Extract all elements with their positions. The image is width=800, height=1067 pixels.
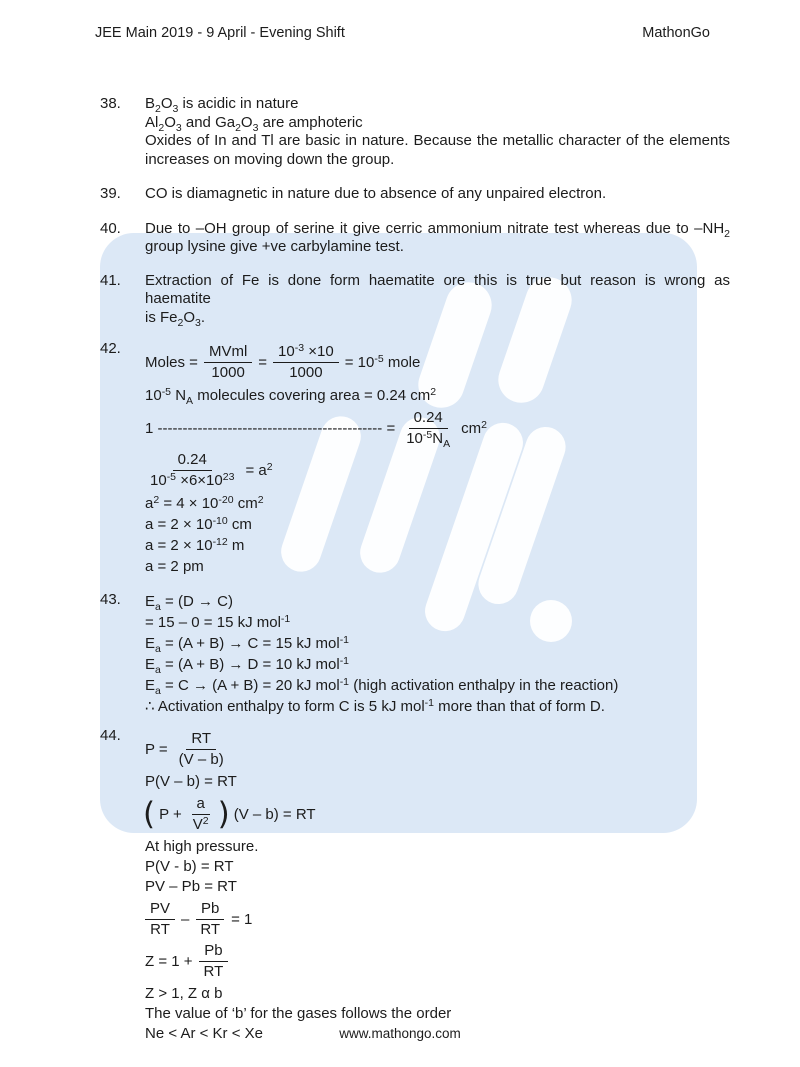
fraction [145, 900, 175, 939]
fraction-numerator: Pb [196, 900, 224, 920]
formula-moles [145, 343, 730, 382]
formula-ideal-gas [145, 730, 730, 769]
formula-area [145, 451, 730, 490]
formula-text: P = [145, 741, 168, 758]
formula-line: $E_a = C \to (A + B) = 20$ kJ mol$^{-1}$ (high activation enthalpy in the reaction) [145, 676, 619, 697]
formula-line: ∴ Activation enthalpy to form C is 5 kJ mol$^{-1}$ more than that of form D. [145, 697, 605, 715]
solutions-content [0, 95, 800, 1044]
footer [0, 1026, 800, 1041]
header-title: JEE Main 2019 - 9 April - Evening Shift [95, 25, 345, 41]
formula-text: P + [159, 806, 182, 823]
formula-line: Ne < Ar < Kr < Xe [145, 1025, 263, 1042]
formula-line: $10^{-5}$ $N_A$ molecules covering area = 0.24 $cm^2$ [145, 386, 437, 407]
formula-text: 1 --------------------------------------------- = [145, 420, 396, 437]
question-44 [100, 727, 730, 1044]
fraction-numerator: 0.24 [173, 451, 212, 471]
fraction-denominator: RT [150, 921, 170, 938]
fraction [188, 795, 214, 834]
formula-line: = 15 – 0 = 15 kJ mol$^{-1}$ [145, 613, 291, 631]
fraction-denominator: (V – b) [178, 751, 224, 768]
formula-coverage [145, 409, 730, 448]
formula-line: $a = 2 \times 10^{-10}$ cm [145, 515, 252, 533]
formula-line: P(V - b) = RT [145, 858, 234, 875]
fraction-numerator: 0.24 [409, 409, 448, 429]
big-paren-close: ) [217, 795, 230, 832]
question-line: Due to –OH group of serine it give cerric ammonium nitrate test whereas due to $-NH_2$ [145, 219, 730, 240]
footer-url: www.mathongo.com [339, 1026, 461, 1041]
question-38 [100, 95, 730, 169]
formula-line: $E_a = (A + B) \to D = 10$ kJ mol$^{-1}$ [145, 655, 350, 676]
question-line: is $Fe_2O_3$. [145, 308, 206, 329]
fraction-numerator: RT [186, 730, 216, 750]
formula-line: Z > 1, Z α b [145, 985, 223, 1002]
formula-z-derivation [145, 900, 730, 939]
formula-text: = $10^{-5}$ mole [344, 353, 421, 371]
question-line: Oxides of In and Tl are basic in nature. Because the metallic character of the elements [145, 132, 730, 149]
formula-text: Moles = [145, 354, 198, 371]
fraction-denominator: RT [200, 921, 221, 938]
question-line: $B_2O_3$ is acidic in nature [145, 95, 299, 115]
formula-text: Z = 1 + [145, 953, 193, 970]
fraction-numerator: a [192, 795, 210, 815]
formula-text: – [181, 911, 190, 928]
question-number: 41. [100, 271, 121, 289]
formula-line: P(V – b) = RT [145, 773, 237, 790]
question-43 [100, 591, 730, 717]
question-number: 40. [100, 219, 121, 237]
question-line: $Al_2O_3$ and $Ga_2O_3$ are amphoteric [145, 113, 363, 134]
fraction [204, 343, 252, 382]
question-41 [100, 272, 730, 328]
fraction-numerator: PV [145, 900, 175, 920]
fraction [174, 730, 229, 769]
fraction-denominator: RT [203, 963, 224, 980]
question-line: Extraction of Fe is done form haematite ore this is true but reason is wrong as haematite [145, 271, 730, 307]
question-number: 42. [100, 340, 121, 357]
fraction [199, 942, 229, 981]
question-40 [100, 220, 730, 257]
formula-text: = [258, 354, 268, 371]
fraction-denominator: $V^2$ [192, 815, 209, 833]
fraction [401, 409, 455, 448]
fraction-denominator: 1000 [289, 364, 323, 381]
question-42 [100, 340, 730, 577]
fraction-numerator: MVml [204, 343, 252, 363]
fraction [145, 451, 239, 490]
formula-z-equation [145, 942, 730, 981]
question-39 [100, 185, 730, 204]
question-number: 44. [100, 727, 121, 744]
fraction-denominator: $10^{-5}N_A$ [406, 429, 451, 450]
fraction-numerator: $10^{-3} \times 10$ [273, 343, 339, 363]
fraction-denominator: 1000 [211, 364, 245, 381]
big-paren-open: ( [143, 795, 156, 832]
formula-text: = 1 [231, 911, 253, 928]
formula-line: a = 2 pm [145, 558, 204, 575]
formula-line: At high pressure. [145, 838, 259, 855]
formula-line: $a^2 = 4 \times 10^{-20}$ $cm^2$ [145, 494, 264, 512]
header [0, 0, 800, 41]
fraction-numerator: Pb [199, 942, 227, 962]
formula-text: $cm^2$ [461, 419, 487, 437]
formula-text: = $a^2$ [245, 461, 273, 479]
question-number: 38. [100, 95, 121, 112]
question-line: group lysine give +ve carbylamine test. [145, 238, 404, 255]
formula-line: $E_a = (D \to C)$ [145, 593, 233, 613]
formula-text: (V – b) = RT [233, 806, 316, 823]
formula-line: $E_a = (A + B) \to C = 15$ kJ mol$^{-1}$ [145, 634, 350, 655]
formula-line: PV – Pb = RT [145, 878, 237, 895]
question-number: 39. [100, 185, 121, 202]
brand-text: MathonGo [642, 25, 710, 41]
question-number: 43. [100, 591, 121, 608]
question-line: CO is diamagnetic in nature due to absence of any unpaired electron. [145, 185, 607, 202]
fraction-denominator: $10^{-5} \times 6\times 10^{23}$ [150, 471, 235, 489]
fraction [195, 900, 225, 939]
fraction [273, 343, 339, 382]
formula-vanderwaals [145, 795, 730, 834]
question-line: increases on moving down the group. [145, 150, 395, 168]
formula-line: The value of ‘b’ for the gases follows the order [145, 1005, 452, 1022]
formula-line: $a = 2 \times 10^{-12}$ m [145, 536, 245, 554]
